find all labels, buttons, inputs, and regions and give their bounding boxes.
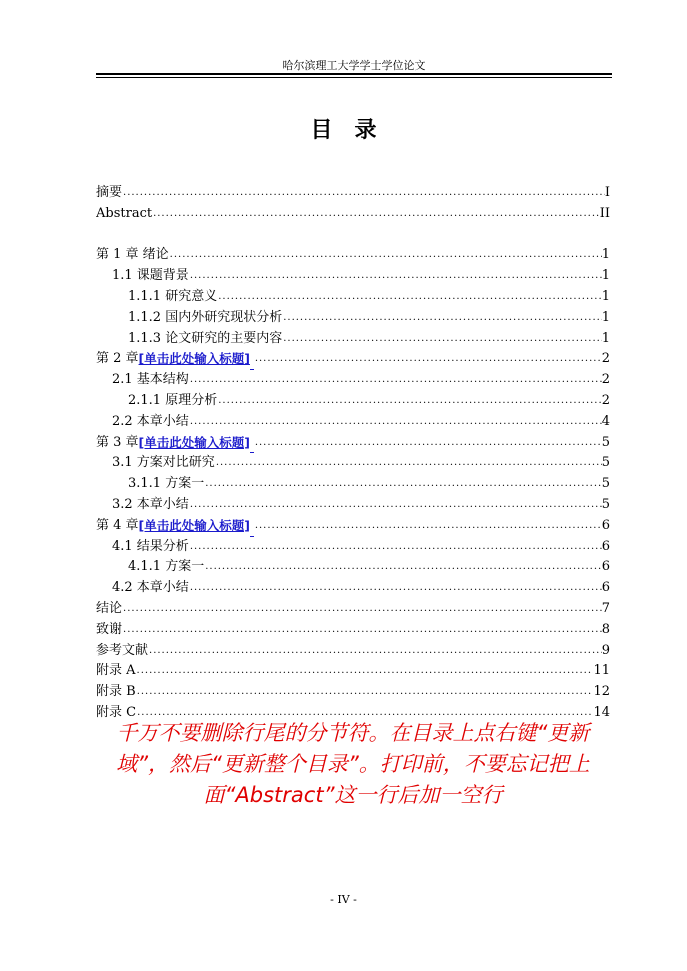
toc-entry[interactable] bbox=[96, 433, 610, 454]
toc-page-number: 5 bbox=[601, 434, 610, 450]
toc-dot-leader bbox=[189, 370, 602, 391]
toc-entry[interactable] bbox=[96, 557, 610, 578]
toc-entry[interactable] bbox=[96, 682, 610, 703]
toc-entry-label: 参考文献 bbox=[96, 642, 149, 658]
toc-dot-leader bbox=[136, 661, 594, 682]
toc-entry-label: 4.2 本章小结 bbox=[112, 580, 189, 596]
toc-page-number: 1 bbox=[601, 247, 610, 263]
toc-entry-label: 3.1 方案对比研究 bbox=[112, 455, 215, 471]
toc-page-number: 14 bbox=[593, 704, 610, 720]
toc-entry[interactable] bbox=[96, 308, 610, 329]
toc-entry-label: Abstract bbox=[96, 205, 153, 221]
toc-entry[interactable] bbox=[96, 495, 610, 516]
toc-entry-label: 附录 A bbox=[96, 663, 136, 679]
toc-dot-leader bbox=[217, 391, 602, 412]
page-title: 目录 bbox=[310, 118, 399, 143]
toc-dot-leader bbox=[282, 308, 602, 329]
toc-page-number: 11 bbox=[593, 663, 610, 679]
toc-page-number: 5 bbox=[601, 476, 610, 492]
toc-page-number: 7 bbox=[601, 600, 610, 616]
toc-entry-label: 附录 B bbox=[96, 684, 136, 700]
toc-title-placeholder-link[interactable]: [单击此处输入标题] bbox=[138, 434, 250, 450]
page-number: - IV - bbox=[330, 893, 357, 906]
instruction-note: 千万不要删除行尾的分节符。在目录上点右键“更新域”，然后“更新整个目录”。打印前，不要忘记把上面“Abstract”这一行后加一空行 bbox=[116, 721, 590, 807]
toc-page-number: II bbox=[599, 205, 610, 221]
toc-page-number: 9 bbox=[601, 642, 610, 658]
toc-entry[interactable] bbox=[96, 183, 610, 204]
toc-dot-leader bbox=[148, 641, 602, 662]
toc-dot-leader bbox=[152, 204, 600, 225]
toc-entry[interactable] bbox=[96, 661, 610, 682]
table-of-contents bbox=[96, 183, 610, 724]
toc-entry[interactable] bbox=[96, 620, 610, 641]
toc-dot-leader bbox=[122, 599, 602, 620]
toc-entry[interactable] bbox=[96, 391, 610, 412]
toc-dot-leader bbox=[254, 516, 602, 537]
toc-dot-leader bbox=[189, 537, 602, 558]
toc-page-number: 12 bbox=[593, 684, 610, 700]
toc-dot-leader bbox=[254, 349, 602, 370]
toc-page-number: 8 bbox=[601, 621, 610, 637]
toc-dot-leader bbox=[215, 453, 602, 474]
toc-dot-leader bbox=[189, 495, 602, 516]
running-header: 哈尔滨理工大学学士学位论文 bbox=[282, 59, 426, 72]
toc-entry-label: 第 3 章 bbox=[96, 434, 139, 450]
toc-entry-label: 第 1 章 绪论 bbox=[96, 247, 169, 263]
header-rule-thin bbox=[96, 77, 612, 78]
toc-page-number: 6 bbox=[601, 538, 610, 554]
toc-page-number: 5 bbox=[601, 496, 610, 512]
toc-title-placeholder-link[interactable]: [单击此处输入标题] bbox=[138, 351, 250, 367]
toc-entry[interactable] bbox=[96, 453, 610, 474]
toc-dot-leader bbox=[122, 620, 602, 641]
toc-dot-leader bbox=[189, 578, 602, 599]
toc-entry[interactable] bbox=[96, 266, 610, 287]
toc-entry[interactable] bbox=[96, 516, 610, 537]
toc-entry[interactable] bbox=[96, 474, 610, 495]
toc-entry-label: 2.1.1 原理分析 bbox=[128, 392, 218, 408]
toc-entry-label: 4.1 结果分析 bbox=[112, 538, 189, 554]
toc-page-number: 6 bbox=[601, 559, 610, 575]
toc-page-number: 1 bbox=[601, 268, 610, 284]
toc-entry[interactable] bbox=[96, 599, 610, 620]
toc-page-number: 4 bbox=[601, 413, 610, 429]
toc-entry-label: 1.1.2 国内外研究现状分析 bbox=[128, 309, 283, 325]
toc-dot-leader bbox=[169, 245, 602, 266]
toc-dot-leader bbox=[254, 433, 602, 454]
toc-page-number: 6 bbox=[601, 517, 610, 533]
toc-dot-leader bbox=[282, 329, 602, 350]
toc-entry[interactable] bbox=[96, 578, 610, 599]
toc-entry-label: 3.1.1 方案一 bbox=[128, 476, 205, 492]
toc-entry-label: 4.1.1 方案一 bbox=[128, 559, 205, 575]
toc-dot-leader bbox=[204, 474, 602, 495]
toc-entry[interactable] bbox=[96, 537, 610, 558]
toc-entry-label: 2.2 本章小结 bbox=[112, 413, 189, 429]
toc-spacer bbox=[96, 225, 610, 246]
toc-entry-label: 1.1 课题背景 bbox=[112, 268, 189, 284]
toc-page-number: I bbox=[604, 185, 610, 200]
toc-entry[interactable] bbox=[96, 329, 610, 350]
toc-entry-label: 1.1.3 论文研究的主要内容 bbox=[128, 330, 283, 346]
toc-entry[interactable] bbox=[96, 204, 610, 225]
toc-dot-leader bbox=[189, 412, 602, 433]
toc-page-number: 1 bbox=[601, 330, 610, 346]
toc-entry-label: 第 4 章 bbox=[96, 517, 139, 533]
toc-dot-leader bbox=[189, 266, 602, 287]
toc-entry[interactable] bbox=[96, 349, 610, 370]
toc-page-number: 2 bbox=[601, 392, 610, 408]
toc-entry-label: 摘要 bbox=[96, 185, 123, 200]
toc-title-placeholder-link[interactable]: [单击此处输入标题] bbox=[138, 517, 250, 533]
toc-dot-leader bbox=[122, 183, 605, 204]
toc-entry[interactable] bbox=[96, 641, 610, 662]
toc-dot-leader bbox=[204, 557, 602, 578]
toc-entry[interactable] bbox=[96, 370, 610, 391]
toc-entry-label: 结论 bbox=[96, 600, 123, 616]
toc-entry-label: 附录 C bbox=[96, 704, 137, 720]
toc-page-number: 1 bbox=[601, 288, 610, 304]
toc-entry-label: 2.1 基本结构 bbox=[112, 372, 189, 388]
toc-entry-label: 致谢 bbox=[96, 621, 123, 637]
toc-page-number: 6 bbox=[601, 580, 610, 596]
toc-entry[interactable] bbox=[96, 412, 610, 433]
toc-page-number: 1 bbox=[601, 309, 610, 325]
toc-entry-label: 3.2 本章小结 bbox=[112, 496, 189, 512]
toc-page-number: 5 bbox=[601, 455, 610, 471]
toc-dot-leader bbox=[217, 287, 602, 308]
toc-page-number: 2 bbox=[601, 372, 610, 388]
toc-entry[interactable] bbox=[96, 287, 610, 308]
toc-dot-leader bbox=[136, 682, 594, 703]
header-rule-thick bbox=[96, 73, 612, 75]
toc-entry[interactable] bbox=[96, 245, 610, 266]
toc-page-number: 2 bbox=[601, 351, 610, 367]
toc-entry-label: 1.1.1 研究意义 bbox=[128, 288, 218, 304]
toc-entry-label: 第 2 章 bbox=[96, 351, 139, 367]
